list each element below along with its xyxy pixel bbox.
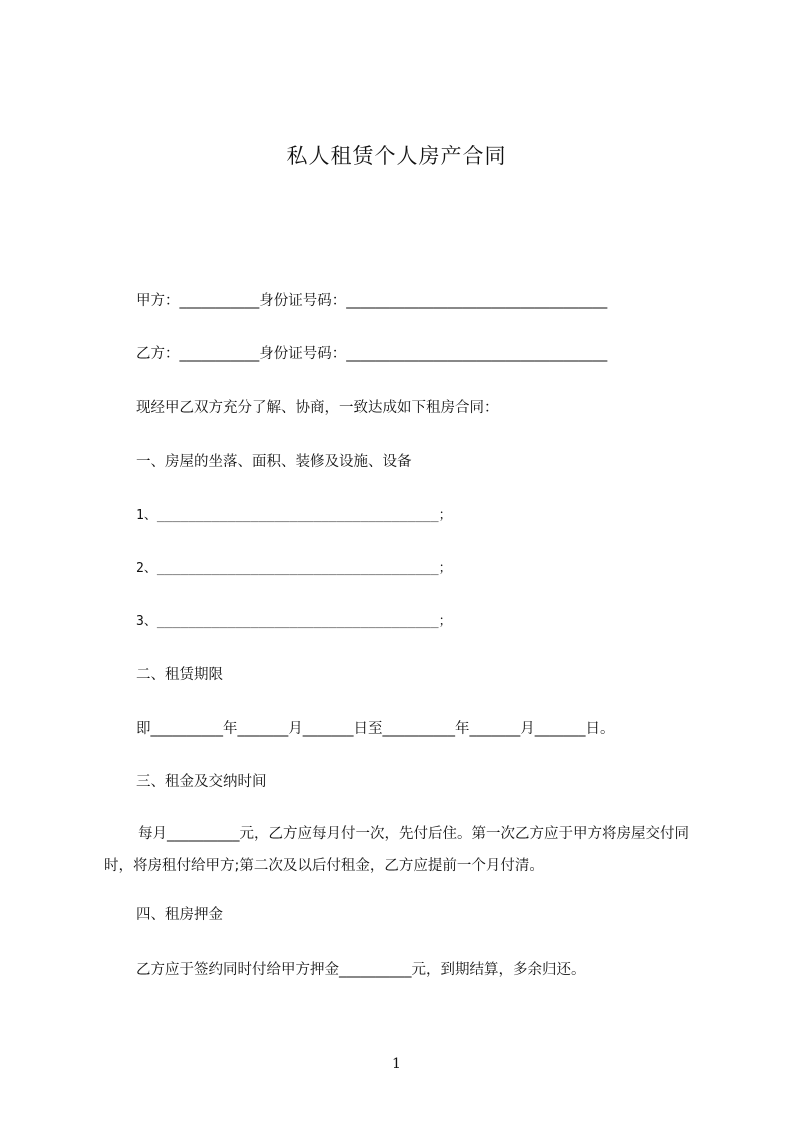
section-4-heading: 四、租房押金: [136, 907, 223, 923]
document-title: 私人租赁个人房产合同: [286, 144, 507, 168]
intro-text: 现经甲乙双方充分了解、协商，一致达成如下租房合同：: [136, 400, 499, 416]
rent-payment-paragraph: [104, 818, 704, 882]
rent-payment-text: 每月__________元，乙方应每月付一次，先付后住。第一次乙方应于甲方将房屋交付同时，将房租付给甲方;第二次及以后付租金，乙方应提前一个月付清。: [104, 826, 689, 874]
lease-term-text: 即__________年_______月_______日至__________年_______月_______日。: [136, 721, 615, 737]
section-1-item: 2、____________________________________；: [136, 561, 452, 576]
deposit-text: 乙方应于签约同时付给甲方押金__________元，到期结算，多余归还。: [136, 962, 586, 978]
section-3-heading: 三、租金及交纳时间: [136, 774, 267, 790]
section-2-heading: 二、租赁期限: [136, 667, 223, 683]
section-1-item: 1、____________________________________；: [136, 508, 452, 523]
page-number: 1: [392, 1056, 401, 1072]
section-1-item: 3、____________________________________；: [136, 614, 452, 629]
party-a-line: 甲方：___________身份证号码：____________________________________: [136, 293, 608, 309]
party-b-line: 乙方：___________身份证号码：____________________________________: [136, 346, 608, 362]
section-1-heading: 一、房屋的坐落、面积、装修及设施、设备: [136, 454, 412, 470]
